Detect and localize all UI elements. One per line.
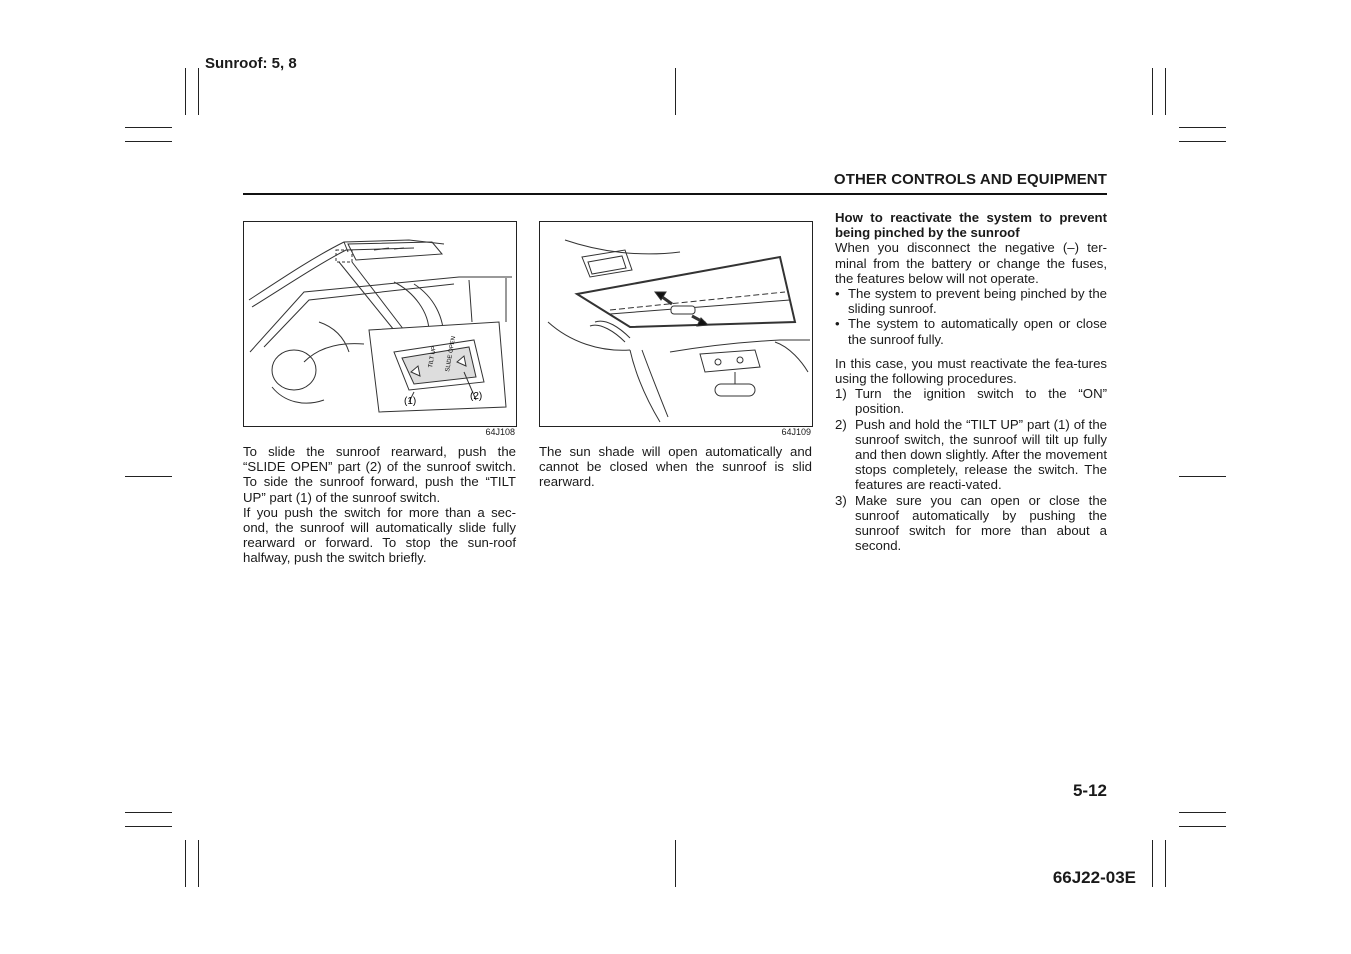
paragraph-sun-shade: The sun shade will open automatically and cannot be closed when the sunroof is slid rearward. (539, 444, 812, 490)
list-item: • The system to prevent being pinched by the sliding sunroof. (835, 286, 1107, 316)
figure-sun-shade (539, 221, 813, 427)
paragraph-slide-instructions: To slide the sunroof rearward, push the “SLIDE OPEN” part (2) of the sunroof switch. To side the sunroof forward, push the “TILT UP” part (1) of the sunroof switch. (243, 444, 516, 505)
sun-shade-illustration (540, 222, 812, 426)
page-number: 5-12 (1072, 781, 1107, 800)
column-1-text (243, 444, 516, 566)
reactivate-procedure-intro: In this case, you must reactivate the fea-tures using the following procedures. (835, 355, 1107, 387)
reactivate-heading: How to reactivate the system to prevent being pinched by the sunroof (835, 210, 1107, 241)
section-title: OTHER CONTROLS AND EQUIPMENT (833, 171, 1107, 188)
paragraph-auto-slide: If you push the switch for more than a sec-ond, the sunroof will automatically slide fully rearward or forward. To stop the sun-roof halfway, push the switch briefly. (243, 504, 516, 566)
car-interior-illustration (244, 222, 516, 426)
bookmark-label: Sunroof: 5, 8 (205, 55, 297, 72)
list-item: 3) Make sure you can open or close the sunroof automatically by pushing the sunroof switch for more than about a second. (835, 492, 1107, 554)
header-rule (243, 193, 1107, 195)
figure-sunroof-switch (243, 221, 517, 427)
procedure-steps (835, 386, 1107, 553)
list-item: • The system to automatically open or close the sunroof fully. (835, 316, 1107, 346)
feature-bullet-list (835, 286, 1107, 347)
reactivate-intro: When you disconnect the negative (–) ter-minal from the battery or change the fuses, the features below will not operate. (835, 240, 1107, 286)
switch-text-tilt: TILT UP (428, 345, 438, 369)
column-2-text (539, 444, 812, 490)
callout-2: (2) (470, 391, 483, 402)
callout-1: (1) (404, 396, 417, 407)
column-3-text (835, 210, 1107, 553)
figure-code-1: 64J108 (485, 427, 515, 437)
figure-code-2: 64J109 (781, 427, 811, 437)
document-code: 66J22-03E (1052, 868, 1136, 887)
list-item: 2) Push and hold the “TILT UP” part (1) of the sunroof switch, the sunroof will tilt up fully and then down slightly. After the movement stops completely, release the switch. The features are reacti-vated. (835, 416, 1107, 493)
list-item: 1) Turn the ignition switch to the “ON” position. (835, 386, 1107, 417)
switch-text-slide: SLIDE OPEN (445, 335, 458, 373)
